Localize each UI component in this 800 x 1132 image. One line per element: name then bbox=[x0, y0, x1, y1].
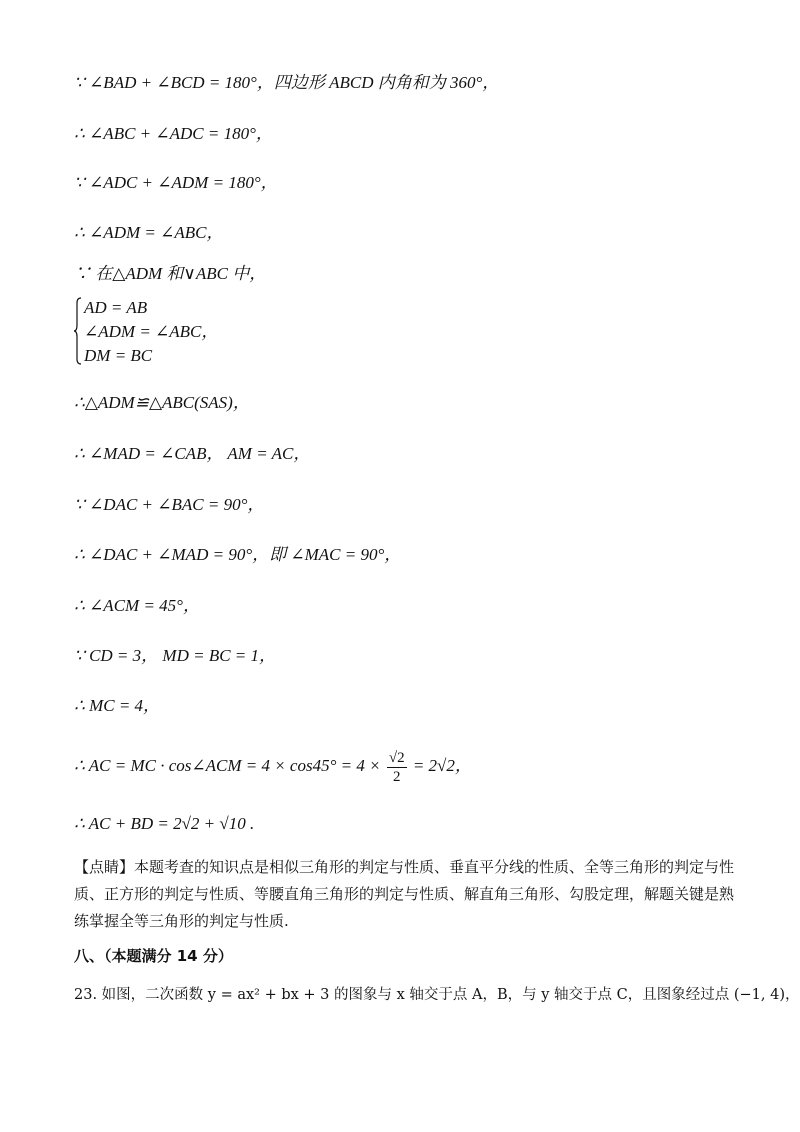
proof-line-12: ∴ MC = 4， bbox=[74, 696, 161, 715]
system-brace-icon bbox=[74, 297, 82, 365]
proof-line-10: ∴ ∠ACM = 45°， bbox=[74, 596, 200, 615]
ac-prefix: ∴ AC = MC · cos∠ACM = 4 × cos45° = 4 × bbox=[74, 756, 381, 775]
system-eq-2: ∠ADM = ∠ABC， bbox=[84, 322, 219, 341]
proof-line-9: ∴ ∠DAC + ∠MAD = 90°，即 ∠MAC = 90°， bbox=[74, 545, 402, 564]
proof-line-ac bbox=[74, 748, 472, 786]
proof-line-7: ∴ ∠MAD = ∠CAB， AM = AC， bbox=[74, 444, 311, 463]
fraction-numerator: √2 bbox=[388, 749, 405, 766]
fraction bbox=[387, 749, 407, 786]
comment-paragraph: 【点睛】本题考查的知识点是相似三角形的判定与性质、垂直平分线的性质、全等三角形的判定与性质、正方形的判定与性质、等腰直角三角形的判定与性质、解直角三角形、勾股定理，解题关键是熟练掌握全等三角形的判定与性质. bbox=[74, 858, 735, 930]
proof-line-6: ∴△ADM≌△ABC(SAS)， bbox=[74, 393, 250, 412]
section-heading: 八、（本题满分 14 分） bbox=[74, 947, 233, 965]
proof-line-11: ∵ CD = 3， MD = BC = 1， bbox=[74, 646, 277, 665]
ac-suffix: = 2√2， bbox=[412, 756, 472, 775]
proof-line-sum: ∴ AC + BD = 2√2 + √10 . bbox=[74, 814, 255, 833]
proof-line-2: ∴ ∠ABC + ∠ADC = 180°， bbox=[74, 124, 273, 143]
question-23: 23. 如图，二次函数 y = ax² + bx + 3 的图象与 x 轴交于点 A，B，与 y 轴交于点 C，且图象经过点 (−1, 4)， bbox=[74, 987, 800, 1003]
proof-line-1: ∵ ∠BAD + ∠BCD = 180°，四边形 ABCD 内角和为 360°， bbox=[74, 73, 500, 92]
proof-line-3: ∵ ∠ADC + ∠ADM = 180°， bbox=[74, 173, 278, 192]
proof-line-4: ∴ ∠ADM = ∠ABC， bbox=[74, 223, 224, 242]
system-eq-1: AD = AB bbox=[84, 298, 148, 317]
proof-line-5: ∵ 在△ADM 和∨ABC 中， bbox=[74, 264, 267, 283]
system-eq-3: DM = BC bbox=[84, 346, 153, 365]
proof-line-8: ∵ ∠DAC + ∠BAC = 90°， bbox=[74, 495, 265, 514]
fraction-denominator: 2 bbox=[392, 768, 401, 785]
